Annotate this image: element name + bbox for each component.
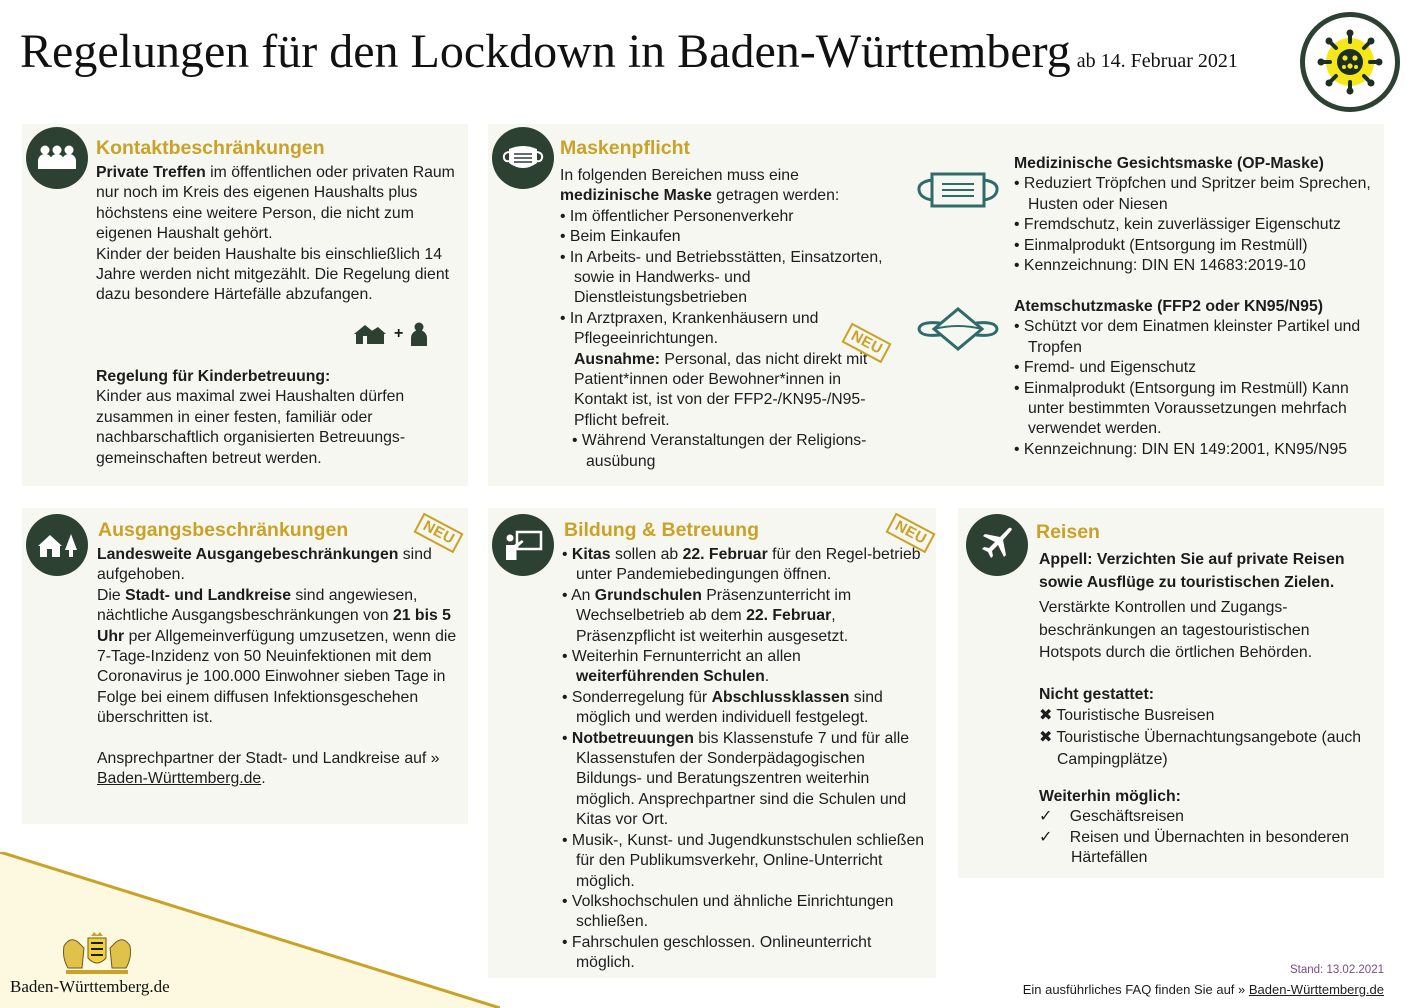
reisen-text: Appell: Verzichten Sie auf private Reisen sowie Ausflüge zu touristischen Zielen. Verstärkte Kontrollen und Zugangs-beschränkungen an tagestouristischen Hotspots durch die örtlichen Behörden. Nicht gestattet: ✖ Touristische Busreisen ✖ Touristische Übernachtungsangebote (auch Campingplätze) Weiterhin möglich: ✓ Geschäftsreisen ✓ Reisen und Übernachten in besonderen Härtefällen [1039, 551, 1362, 867]
virus-icon [1300, 12, 1400, 112]
heading-kontakt: Kontaktbeschränkungen [96, 137, 325, 159]
page-title: Regelungen für den Lockdown in Baden-Württemberg ab 14. Februar 2021 [20, 25, 1238, 78]
house-icon [26, 514, 88, 576]
footer-logo-text: Baden-Württemberg.de [10, 977, 170, 996]
faq-link[interactable]: Baden-Württemberg.de [1248, 982, 1384, 997]
plus-sign: + [394, 325, 404, 342]
kontakt-text: Private Treffen im öffentlichen oder privaten Raum nur noch im Kreis des eigenen Haushalts plus höchstens eine weitere Person, die nicht zum eigenen Haushalt gehört. Kinder der beiden Haushalte bis einschließlich 14 Jahre werden nicht mitgezählt. Die Regelung dient dazu besondere Härtefälle abzufangen. [96, 164, 455, 304]
heading-maske: Maskenpflicht [560, 137, 691, 159]
plane-icon [966, 514, 1028, 576]
ffp2-mask-text: Atemschutzmaske (FFP2 oder KN95/N95) • Schützt vor dem Einatmen kleinster Partikel und Tropfen • Fremd- und Eigenschutz • Einmalprodukt (Entsorgung im Restmüll) Kann unter bestimmten Voraussetzungen mehrfach verwendet werden. • Kennzeichnung: DIN EN 149:2001, KN95/N95 [1014, 298, 1361, 458]
heading-ausgang: Ausgangsbeschränkungen [98, 519, 349, 541]
faq-note: Ein ausführliches FAQ finden Sie auf » Baden-Württemberg.de [1022, 982, 1384, 997]
stand-date: Stand: 13.02.2021 [1290, 964, 1384, 976]
household-plus-person [352, 322, 429, 346]
coat-of-arms-icon [60, 932, 134, 981]
page-subtitle: ab 14. Februar 2021 [1076, 50, 1238, 72]
op-mask-icon [916, 168, 1000, 212]
ausgang-text: Landesweite Ausgangebeschränkungen sind aufgehoben. Die Stadt- und Landkreise sind angewiesen, nächtliche Ausgangsbeschränkungen von 21 bis 5 Uhr per Allgemeinverfügung umzusetzen, wenn die 7-Tage-Inzidenz von 50 Neuinfektionen mit dem Coronavirus je 100.000 Einwohner sieben Tage in Folge bei einem diffusen Infektionsgeschehen überschritten ist. Ansprechpartner der Stadt- und Landkreise auf » Baden-Württemberg.de. [97, 546, 457, 788]
baden-wuerttemberg-link[interactable]: Baden-Württemberg.de [97, 770, 262, 788]
teacher-icon [492, 514, 554, 576]
kinder-text: Regelung für Kinderbetreuung: Kinder aus maximal zwei Haushalten dürfen zusammen in einer festen, familiär oder nachbarschaftlich organisierten Betreuungs-gemeinschaften betreut werden. [96, 368, 406, 467]
neu-badge: NEU [413, 513, 463, 554]
heading-reisen: Reisen [1036, 521, 1100, 543]
person-icon [409, 322, 429, 346]
mask-icon [492, 127, 554, 189]
maske-text: In folgenden Bereichen muss eine medizinische Maske getragen werden: • Im öffentlicher Personenverkehr • Beim Einkaufen • In Arbeits- und Betriebsstätten, Einsatzorten, sowie in Handwerks- und Dienstleistungsbetrieben • In Arztpraxen, Krankenhäusern und Pflegeeinrichtungen. Ausnahme: Personal, das nicht direkt mit Patient*innen oder Bewohner*innen in Kontakt ist, ist von der FFP2-/KN95-/N95-Pflicht befreit. • Während Veranstaltungen der Religions-ausübung [560, 167, 883, 470]
group-icon [26, 127, 88, 189]
neu-badge: NEU [885, 513, 935, 554]
heading-bildung: Bildung & Betreuung [564, 519, 759, 541]
op-mask-text: Medizinische Gesichtsmaske (OP-Maske) • Reduziert Tröpfchen und Spritzer beim Sprechen, Husten oder Niesen • Fremdschutz, kein zuverlässiger Eigenschutz • Einmalprodukt (Entsorgung im Restmüll) • Kennzeichnung: DIN EN 14683:2019-10 [1014, 155, 1371, 275]
neu-badge: NEU [841, 323, 891, 364]
bildung-text: • Kitas sollen ab 22. Februar für den Regel-betrieb unter Pandemiebedingungen öffnen. • An Grundschulen Präsenzunterricht im Wechselbetrieb ab dem 22. Februar, Präsenzpflicht ist weiterhin ausgesetzt. • Weiterhin Fernunterricht an allen weiterführenden Schulen. • Sonderregelung für Abschlussklassen sind möglich und werden individuell festgelegt. • Notbetreuungen bis Klassenstufe 7 und für alle Klassenstufen der Sonderpädagogischen Bildungs- und Beratungszentren weiterhin möglich. Ansprechpartner sind die Schulen und Kitas vor Ort. • Musik-, Kunst- und Jugendkunstschulen schließen für den Publikumsverkehr, Online-Unterricht möglich. • Volkshochschulen und ähnliche Einrichtungen schließen. • Fahrschulen geschlossen. Onlineunterricht möglich. [562, 546, 925, 972]
house-small-icon [352, 322, 388, 346]
ffp2-mask-icon [916, 305, 1000, 353]
